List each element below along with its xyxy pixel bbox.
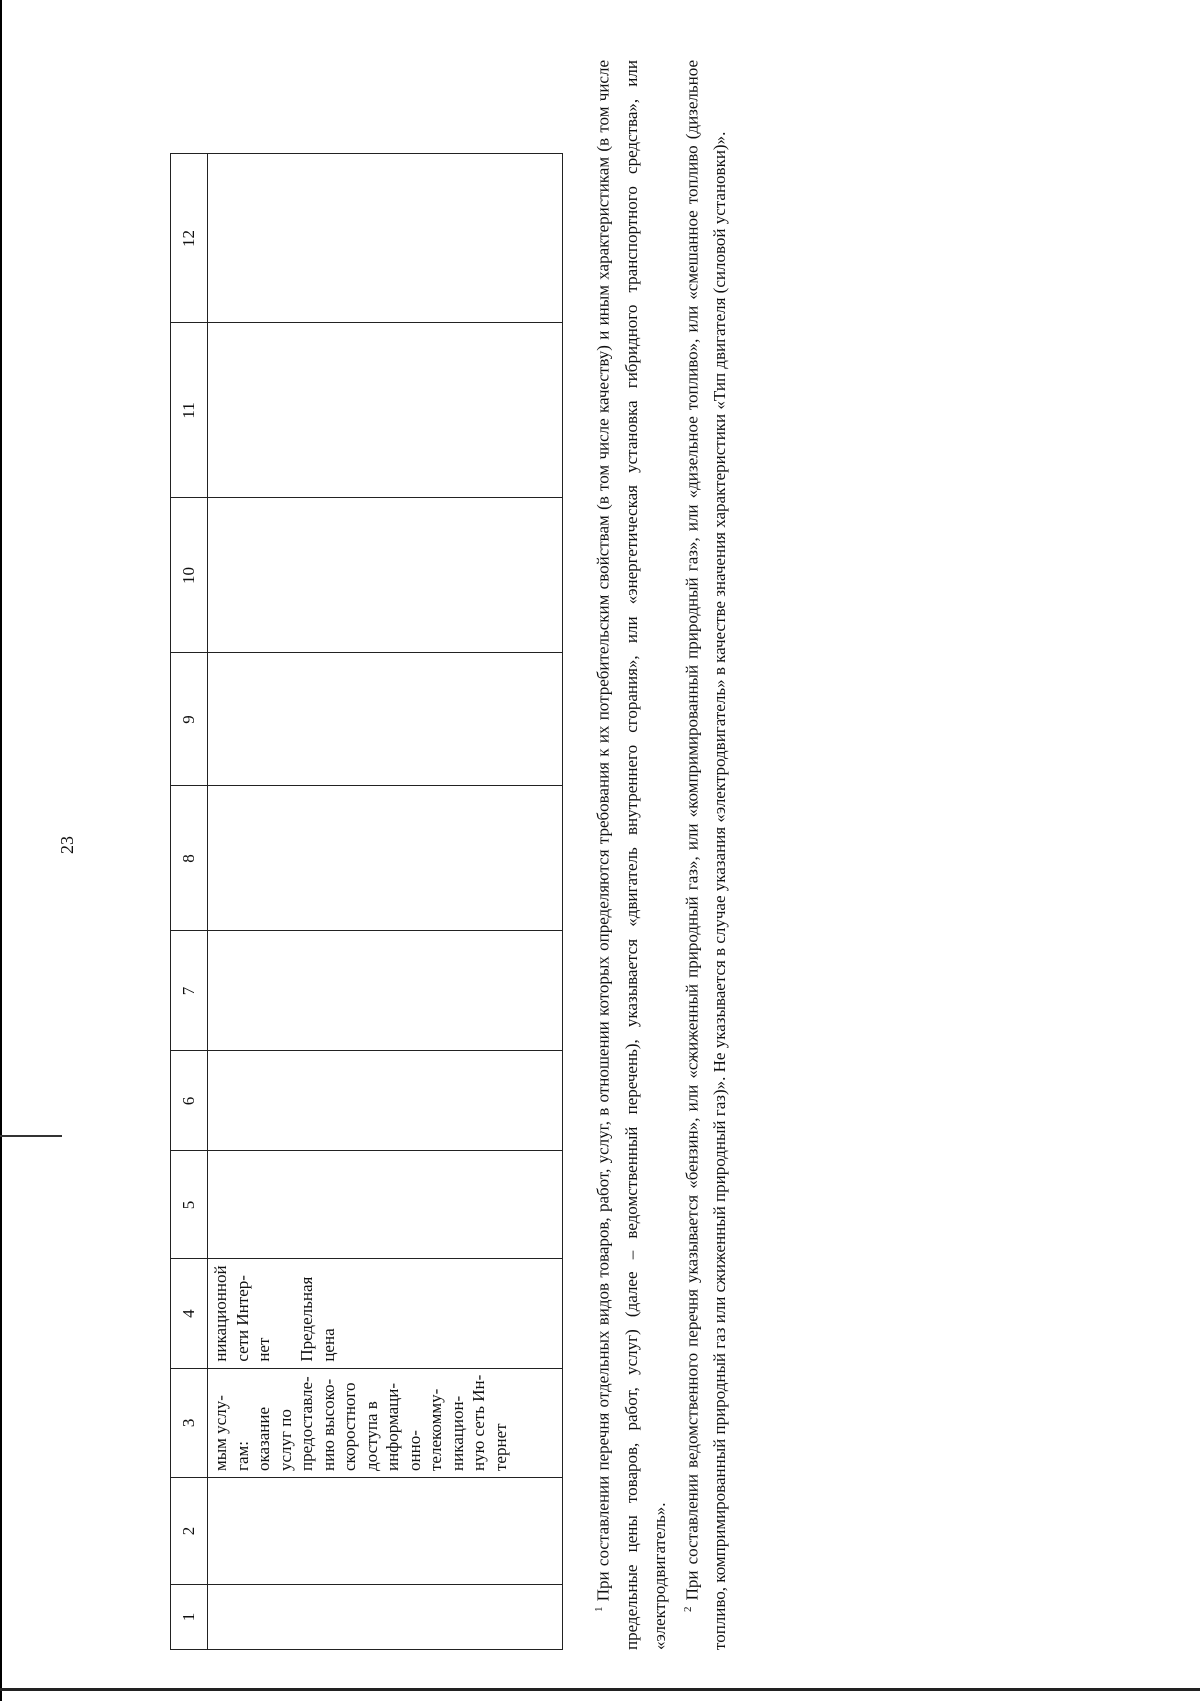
table-cell bbox=[208, 1585, 563, 1650]
bottom-margin-rule bbox=[0, 1688, 1200, 1691]
cell-line: сети Интер- bbox=[232, 1275, 252, 1362]
column-number: 11 bbox=[171, 323, 208, 498]
table-cell bbox=[208, 1478, 563, 1585]
cell-gap bbox=[275, 1265, 297, 1361]
column-number: 7 bbox=[171, 931, 208, 1051]
service-description-cell bbox=[208, 1368, 563, 1477]
cell-line: Предельная bbox=[297, 1276, 316, 1362]
footnote-text: При составлении ведомственного перечня указывается «бензин», или «сжиженный природный газ», или «компримированный природный газ», или «дизельное топливо», или «смешанное топливо (дизельное топливо, компримированный природный газ или сжиженный природный газ)». Не указывается в случае указания «электродвигатель» в качестве значения характеристики «Тип двигателя (силовой установки)». bbox=[682, 59, 730, 1650]
table-cell bbox=[208, 498, 563, 653]
table-cell bbox=[208, 653, 563, 786]
table-cell bbox=[208, 154, 563, 323]
cell-line: доступа в bbox=[361, 1401, 381, 1471]
footnote-1 bbox=[585, 60, 674, 1650]
cell-line: телекомму- bbox=[426, 1388, 445, 1471]
table-cell bbox=[208, 786, 563, 931]
footnote-2 bbox=[674, 60, 735, 1650]
column-number: 8 bbox=[171, 786, 208, 931]
cell-line: нию высоко- bbox=[318, 1378, 338, 1471]
footnotes bbox=[585, 60, 734, 1650]
column-number: 12 bbox=[171, 154, 208, 323]
column-number-row bbox=[171, 154, 208, 1650]
cell-line: информаци- bbox=[383, 1383, 402, 1471]
requirements-table bbox=[170, 153, 563, 1650]
cell-line: ную сеть Ин- bbox=[469, 1374, 488, 1471]
column-number: 10 bbox=[171, 498, 208, 653]
cell-line: тернет bbox=[490, 1423, 510, 1471]
table-cell bbox=[208, 323, 563, 498]
page-number: 23 bbox=[57, 836, 77, 854]
footnote-marker: 2 bbox=[681, 1606, 694, 1612]
cell-line: мым услу- bbox=[211, 1395, 230, 1471]
column-number: 5 bbox=[171, 1151, 208, 1259]
table-cell bbox=[208, 1151, 563, 1259]
cell-line: цена bbox=[318, 1328, 338, 1362]
cell-line: скоростного bbox=[340, 1382, 359, 1471]
column-number: 9 bbox=[171, 653, 208, 786]
page-divider-line bbox=[0, 1135, 62, 1137]
cell-line: онно- bbox=[404, 1430, 424, 1471]
rotated-content bbox=[170, 50, 800, 1650]
cell-line: предоставле- bbox=[297, 1376, 316, 1471]
cell-line: оказание bbox=[254, 1406, 273, 1471]
cell-line: никацион- bbox=[447, 1395, 467, 1471]
column-number: 1 bbox=[171, 1585, 208, 1650]
cell-line: нет bbox=[254, 1337, 273, 1362]
cell-line: услуг по bbox=[275, 1409, 295, 1471]
column-number: 6 bbox=[171, 1051, 208, 1151]
column-number: 2 bbox=[171, 1478, 208, 1585]
left-margin-rule bbox=[0, 0, 2, 1701]
table-row bbox=[208, 154, 563, 1650]
column-number: 4 bbox=[171, 1259, 208, 1368]
characteristic-cell bbox=[208, 1259, 563, 1368]
footnote-marker: 1 bbox=[593, 1606, 605, 1612]
cell-line: гам: bbox=[232, 1441, 252, 1471]
table-cell bbox=[208, 931, 563, 1051]
table-cell bbox=[208, 1051, 563, 1151]
footnote-text: При составлении перечня отдельных видов товаров, работ, услуг, в отношении которых определяются требования к их потребительским свойствам (в том числе качеству) и иным характеристикам (в том числе предельные цены товаров, работ, услуг) (далее – ведомственный перечень), указывается «двигатель внутреннего сгорания», или «энергетическая установка гибридного транспортного средства», или «электродвигатель». bbox=[593, 60, 669, 1650]
column-number: 3 bbox=[171, 1368, 208, 1477]
cell-line: никационной bbox=[211, 1265, 230, 1362]
